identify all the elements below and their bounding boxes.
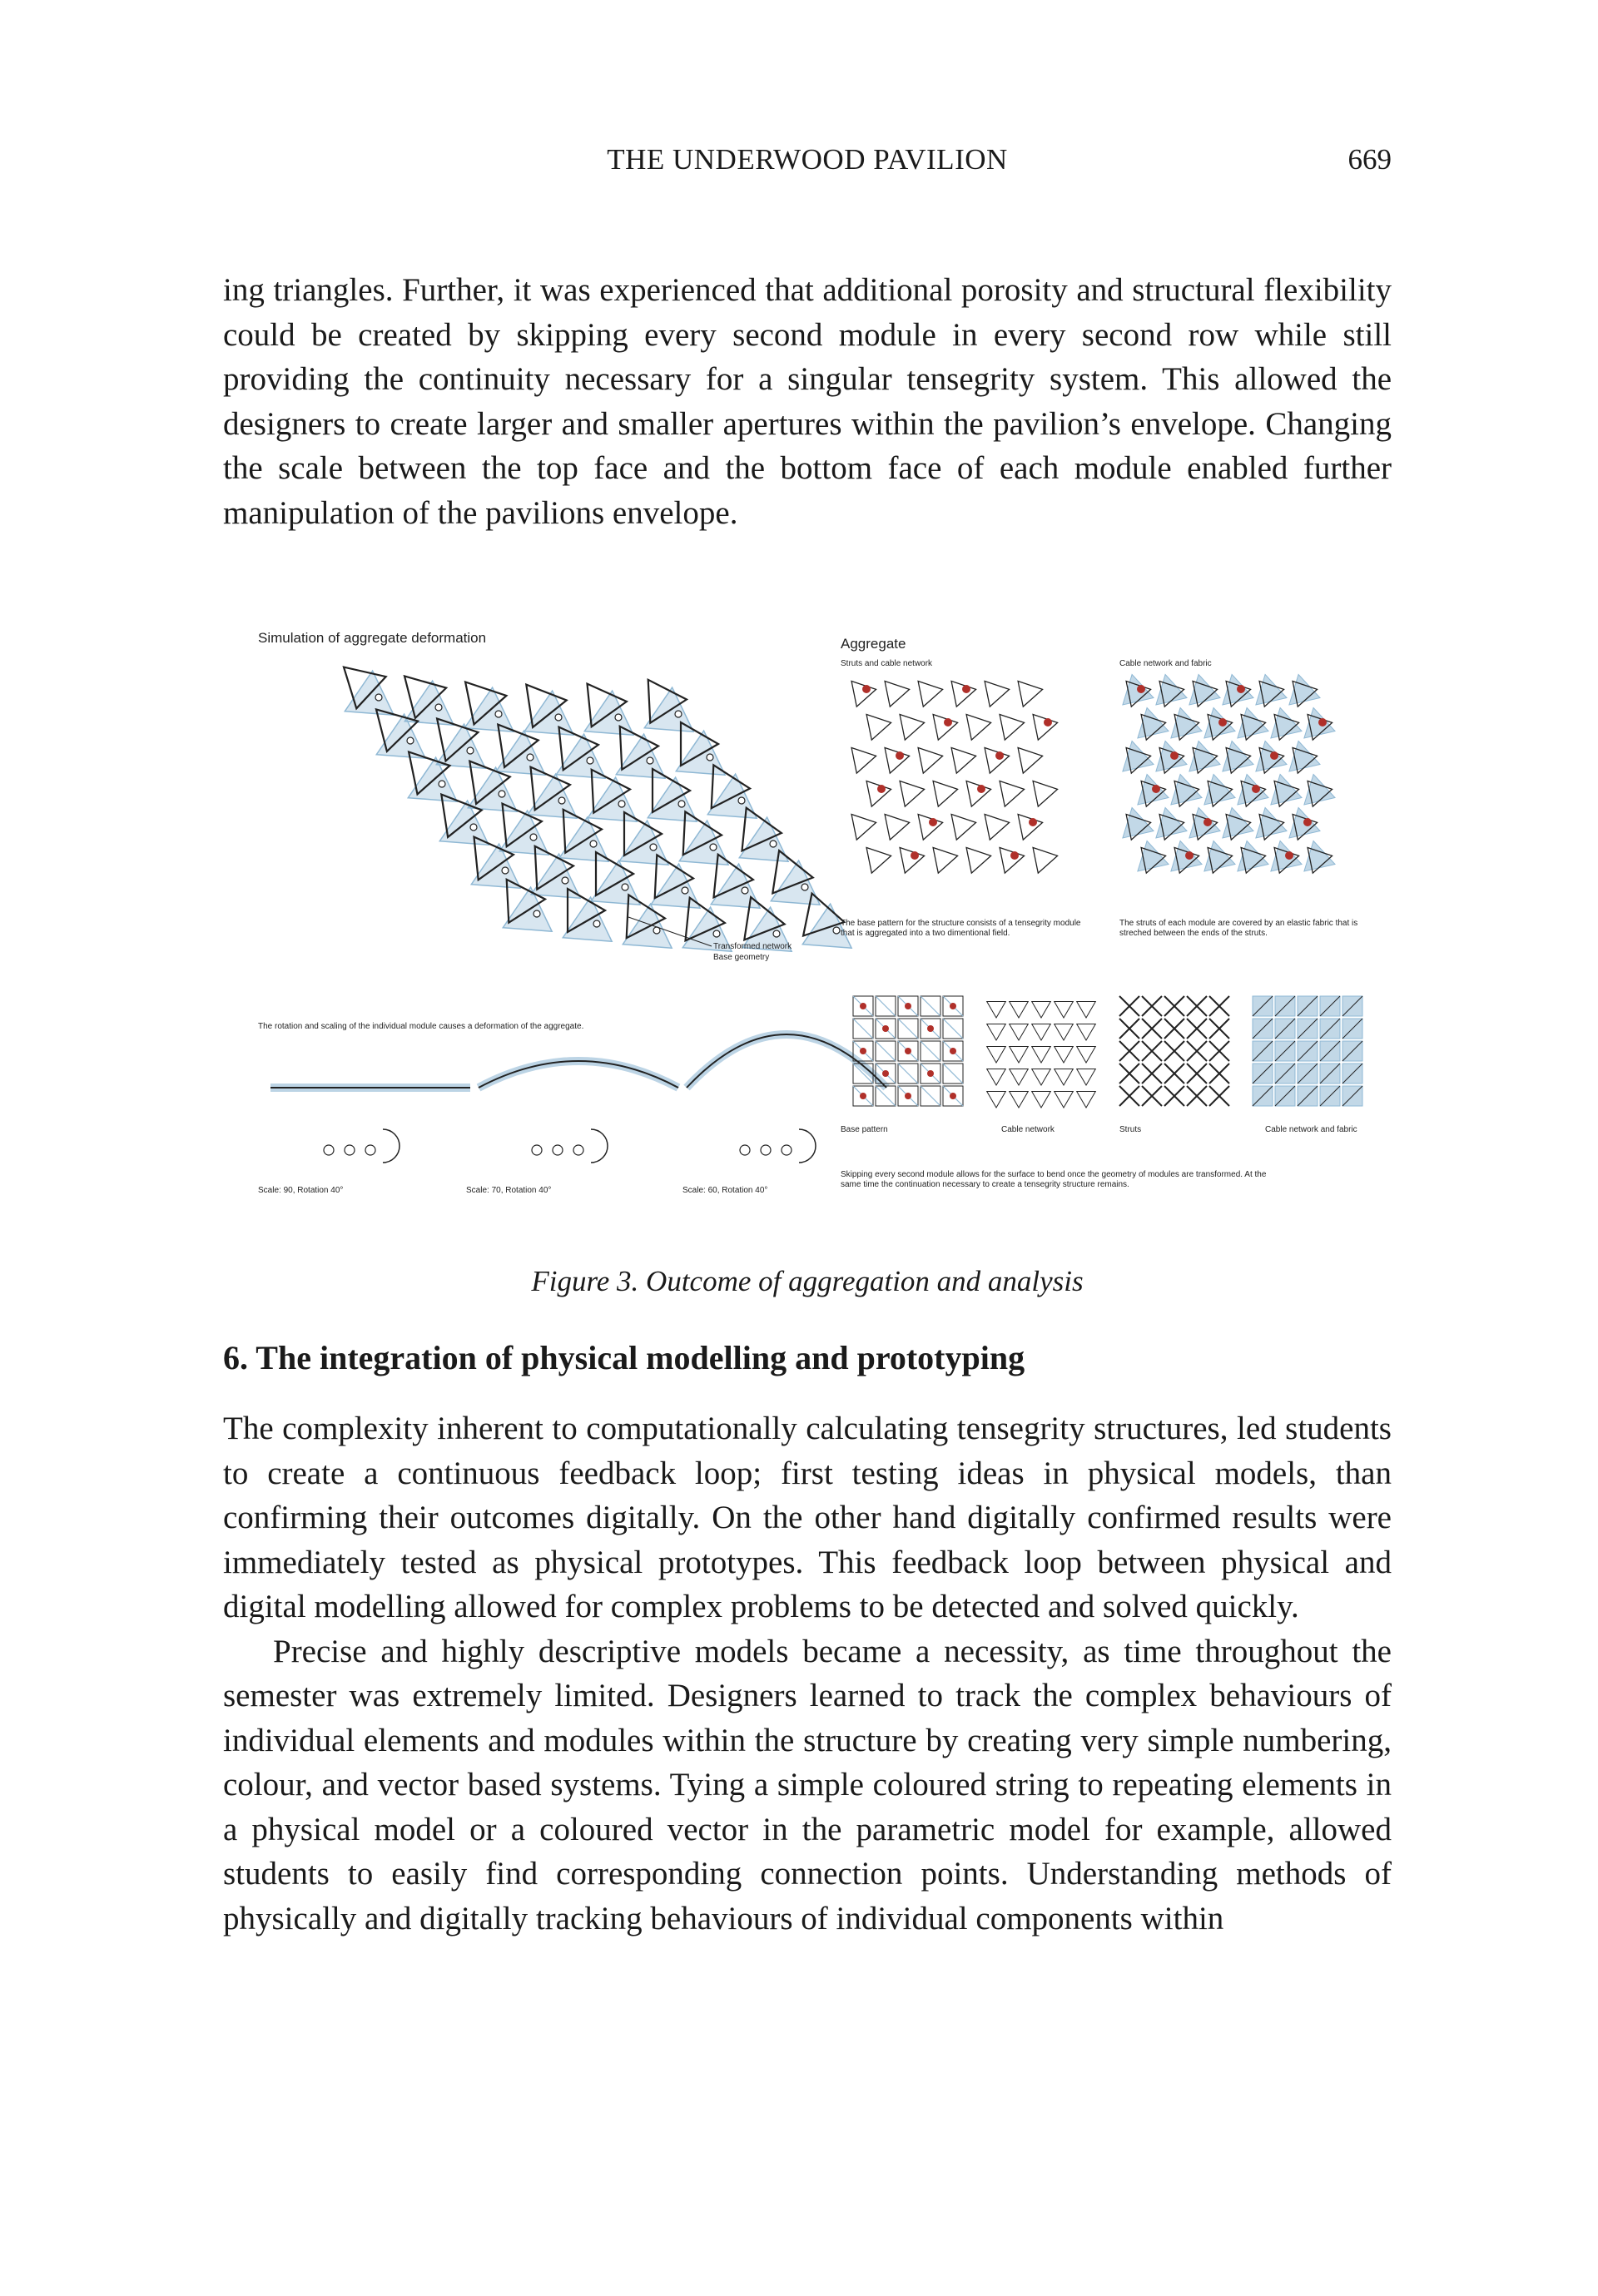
node-circle: [647, 757, 653, 764]
strut-triangle: [885, 815, 910, 841]
pattern-diagonal: [898, 1019, 918, 1039]
label-base-geometry: Base geometry: [713, 953, 770, 962]
red-node: [860, 1048, 866, 1054]
cable-triangle: [987, 1069, 1006, 1086]
node-circle: [742, 887, 748, 894]
red-node: [1285, 851, 1293, 860]
base-geometry-triangle: [524, 691, 573, 735]
node-circle: [530, 834, 537, 841]
strut-triangle: [900, 781, 925, 807]
cable-triangle: [987, 1024, 1006, 1041]
strut-triangle: [1033, 848, 1058, 874]
bottom-label-cable-network: Cable network: [1001, 1125, 1055, 1134]
strut-triangle: [966, 848, 991, 874]
cable-triangle: [987, 1002, 1006, 1019]
strut-triangle: [1018, 682, 1043, 707]
red-node: [1029, 818, 1037, 826]
strut-triangle: [1018, 815, 1043, 841]
scale-label-2: Scale: 70, Rotation 40°: [466, 1186, 552, 1195]
red-node: [1044, 718, 1052, 726]
label-transformed-network: Transformed network: [713, 942, 792, 951]
strut-triangle: [933, 781, 958, 807]
base-geometry-triangle: [651, 864, 700, 908]
node-circle: [622, 884, 628, 890]
cable-triangle: [987, 1047, 1006, 1064]
node-circle: [495, 711, 502, 717]
pattern-diagonal: [943, 1064, 963, 1084]
bottom-note: Skipping every second module allows for the surface to bend once the geometry of modules are transformed. At the same time the continuation necessary to create a tensegrity structure remains.: [841, 1170, 1267, 1189]
pattern-diagonal: [876, 1086, 896, 1106]
running-header: [223, 143, 1392, 185]
red-node: [911, 851, 919, 860]
red-node: [1185, 851, 1194, 860]
cable-triangle: [1032, 1024, 1051, 1041]
node-circle: [710, 844, 717, 850]
right-desc-2: The struts of each module are covered by an elastic fabric that is streched between the ends of the struts.: [1119, 919, 1358, 938]
node-circle: [833, 927, 840, 934]
red-node: [1252, 785, 1260, 793]
cable-triangle: [1010, 1069, 1029, 1086]
node-circle: [407, 737, 414, 744]
node-circle: [562, 877, 568, 884]
pattern-diagonal: [876, 996, 896, 1016]
red-node: [1303, 818, 1312, 826]
node-circle: [618, 801, 625, 807]
module-diagram-node: [553, 1145, 563, 1155]
strut-triangle: [900, 715, 925, 741]
node-circle: [555, 714, 562, 721]
red-node: [860, 1003, 866, 1009]
red-node: [927, 1070, 934, 1077]
base-geometry-triangle: [436, 724, 485, 768]
right-panel-title: Aggregate: [841, 636, 906, 652]
strut-triangle: [966, 715, 991, 741]
red-node: [905, 1048, 911, 1054]
node-circle: [770, 841, 777, 847]
node-circle: [375, 694, 382, 701]
strut-triangle: [866, 715, 891, 741]
strut-triangle: [985, 815, 1010, 841]
node-circle: [470, 824, 477, 831]
rotation-arrow: [383, 1129, 400, 1163]
strut-triangle: [1000, 848, 1025, 874]
red-node: [950, 1093, 956, 1099]
strut-triangle: [985, 682, 1010, 707]
node-circle: [527, 754, 533, 761]
strut-triangle: [866, 848, 891, 874]
module-diagram-node: [345, 1145, 355, 1155]
node-circle: [502, 867, 509, 874]
strut-triangle: [951, 682, 976, 707]
cable-triangle: [1032, 1002, 1051, 1019]
pattern-diagonal: [943, 1019, 963, 1039]
node-circle: [467, 747, 474, 754]
bottom-label-base-pattern: Base pattern: [841, 1125, 888, 1134]
base-geometry-triangle: [707, 774, 757, 818]
red-node: [1270, 751, 1278, 760]
strut-triangle: [951, 748, 976, 774]
cable-triangle: [1077, 1092, 1096, 1108]
body-paragraph-1: [223, 268, 1392, 535]
base-geometry-triangle: [771, 860, 820, 905]
red-node: [882, 1070, 889, 1077]
node-circle: [738, 797, 745, 804]
red-node: [995, 751, 1004, 760]
pattern-diagonal: [921, 1041, 940, 1061]
right-subtitle-1: Struts and cable network: [841, 659, 933, 668]
strut-triangle: [918, 748, 943, 774]
red-node: [977, 785, 985, 793]
strut-triangle: [851, 815, 876, 841]
strut-triangle: [885, 682, 910, 707]
node-circle: [587, 757, 593, 764]
strut-triangle: [918, 682, 943, 707]
strut-triangle: [900, 848, 925, 874]
cable-triangle: [1032, 1047, 1051, 1064]
pattern-diagonal: [853, 1019, 873, 1039]
cable-triangle: [1077, 1024, 1096, 1041]
base-geometry-triangle: [499, 811, 548, 855]
red-node: [1318, 718, 1327, 726]
node-circle: [713, 930, 720, 937]
red-node: [1010, 851, 1019, 860]
red-node: [929, 818, 937, 826]
cable-triangle: [1077, 1002, 1096, 1019]
strut-triangle: [1033, 781, 1058, 807]
cable-triangle: [1010, 1047, 1029, 1064]
base-geometry-triangle: [679, 821, 728, 865]
cable-triangle: [1032, 1069, 1051, 1086]
base-geometry-triangle: [496, 731, 545, 775]
red-node: [950, 1003, 956, 1009]
strut-triangle: [885, 748, 910, 774]
base-geometry-triangle: [739, 817, 788, 861]
body-paragraphs-section-6: [223, 1406, 1392, 1941]
strut-triangle: [1000, 715, 1025, 741]
red-node: [1203, 818, 1212, 826]
cable-triangle: [1055, 1024, 1074, 1041]
red-node: [877, 785, 886, 793]
rotation-arrow: [799, 1129, 816, 1163]
node-circle: [675, 711, 682, 717]
base-geometry-triangle: [464, 687, 514, 731]
strut-triangle: [851, 682, 876, 707]
pattern-diagonal: [921, 996, 940, 1016]
cable-triangle: [1055, 1047, 1074, 1064]
strut-triangle: [933, 715, 958, 741]
pattern-diagonal: [898, 1064, 918, 1084]
cable-triangle: [1010, 1092, 1029, 1108]
scale-label-3: Scale: 60, Rotation 40°: [682, 1186, 768, 1195]
strut-triangle: [985, 748, 1010, 774]
base-geometry-triangle: [711, 864, 760, 908]
bottom-label-cable-fabric: Cable network and fabric: [1265, 1125, 1357, 1134]
cable-triangle: [1077, 1069, 1096, 1086]
rotation-arrow: [591, 1129, 608, 1163]
red-node: [896, 751, 904, 760]
cable-triangle: [1010, 1002, 1029, 1019]
module-diagram-node: [573, 1145, 583, 1155]
cable-triangle: [1032, 1092, 1051, 1108]
node-circle: [593, 920, 600, 927]
red-node: [1152, 785, 1160, 793]
base-geometry-triangle: [556, 734, 605, 778]
module-diagram-node: [365, 1145, 375, 1155]
node-circle: [435, 704, 442, 711]
node-circle: [707, 754, 713, 761]
node-circle: [773, 930, 780, 937]
node-circle: [650, 844, 657, 850]
base-geometry-triangle: [563, 897, 612, 941]
red-node: [1218, 718, 1227, 726]
red-node: [862, 685, 871, 693]
right-desc-1: The base pattern for the structure consists of a tensegrity module that is aggregated into a two dimentional field.: [841, 919, 1081, 938]
node-circle: [590, 841, 597, 847]
base-geometry-triangle: [528, 774, 577, 818]
scale-label-1: Scale: 90, Rotation 40°: [258, 1186, 344, 1195]
pattern-diagonal: [921, 1086, 940, 1106]
red-node: [950, 1048, 956, 1054]
cable-triangle: [1055, 1069, 1074, 1086]
red-node: [962, 685, 970, 693]
node-circle: [533, 910, 540, 917]
cable-triangle: [1055, 1092, 1074, 1108]
strut-triangle: [966, 781, 991, 807]
cable-triangle: [987, 1092, 1006, 1108]
paragraph-text: Precise and highly descriptive models became a necessity, as time throughout the semester was extremely limited. Designers learned to track the complex behaviours of individual elements and modules within the structure by creating very simple numbering, colour, and vector based systems. Tying a simple coloured string to repeating elements in a physical model or a coloured vector in the parametric model for example, allowed students to easily find corresponding connection points. Understanding methods of physically and digitally tracking behaviours of individual components within: [223, 1633, 1392, 1936]
red-node: [882, 1025, 889, 1032]
red-node: [1237, 685, 1245, 693]
node-circle: [801, 884, 808, 890]
right-subtitle-2: Cable network and fabric: [1119, 659, 1212, 668]
cable-triangle: [1077, 1047, 1096, 1064]
left-panel-title: Simulation of aggregate deformation: [258, 630, 487, 646]
module-diagram-node: [761, 1145, 771, 1155]
node-circle: [499, 791, 505, 797]
strut-triangle: [1018, 748, 1043, 774]
module-diagram-node: [740, 1145, 750, 1155]
figure-3: [254, 626, 1386, 1208]
strut-triangle: [918, 815, 943, 841]
red-node: [944, 718, 952, 726]
node-circle: [558, 797, 565, 804]
base-geometry-triangle: [623, 904, 672, 948]
paragraph-text: ing triangles. Further, it was experienced that additional porosity and structural flexibility could be created by skipping every second module in every second row while still providing the continuity necessary for a singular tensegrity system. This allowed the designers to create larger and smaller apertures within the pavilion’s envelope. Changing the scale between the top face and the bottom face of each module enabled further manipulation of the pavilions envelope.: [223, 272, 1392, 531]
strut-triangle: [1000, 781, 1025, 807]
strut-triangle: [866, 781, 891, 807]
cable-triangle: [1010, 1024, 1029, 1041]
running-title: THE UNDERWOOD PAVILION: [607, 143, 1008, 176]
module-diagram-node: [532, 1145, 542, 1155]
red-node: [1170, 751, 1179, 760]
figure-caption: Figure 3. Outcome of aggregation and analysis: [531, 1265, 1084, 1297]
figure-illustration: [254, 626, 1386, 1208]
module-diagram-node: [324, 1145, 334, 1155]
node-circle: [615, 714, 622, 721]
cable-triangle: [1055, 1002, 1074, 1019]
module-diagram-node: [782, 1145, 792, 1155]
node-circle: [678, 801, 685, 807]
red-node: [927, 1025, 934, 1032]
red-node: [905, 1093, 911, 1099]
red-node: [1137, 685, 1145, 693]
base-geometry-triangle: [468, 767, 517, 811]
red-node: [860, 1093, 866, 1099]
strut-triangle: [1033, 715, 1058, 741]
page-number: 669: [1347, 143, 1392, 176]
base-geometry-triangle: [584, 691, 633, 735]
pattern-diagonal: [876, 1041, 896, 1061]
node-circle: [682, 887, 688, 894]
red-node: [905, 1003, 911, 1009]
paragraph-text: The complexity inherent to computationally calculating tensegrity structures, led students to create a continuous feedback loop; first testing ideas in physical models, than confirming their outcomes digitally. On the other hand digitally confirmed results were immediately tested as physical prototypes. This feedback loop between physical and digital modelling allowed for complex problems to be detected and solved quickly.: [223, 1411, 1392, 1624]
strut-triangle: [851, 748, 876, 774]
bottom-label-struts: Struts: [1119, 1125, 1142, 1134]
node-circle: [439, 781, 445, 787]
section-heading: 6. The integration of physical modelling and prototyping: [223, 1339, 1025, 1376]
strut-triangle: [933, 848, 958, 874]
rotation-caption: The rotation and scaling of the individual module causes a deformation of the aggregate.: [258, 1022, 584, 1031]
strut-triangle: [951, 815, 976, 841]
